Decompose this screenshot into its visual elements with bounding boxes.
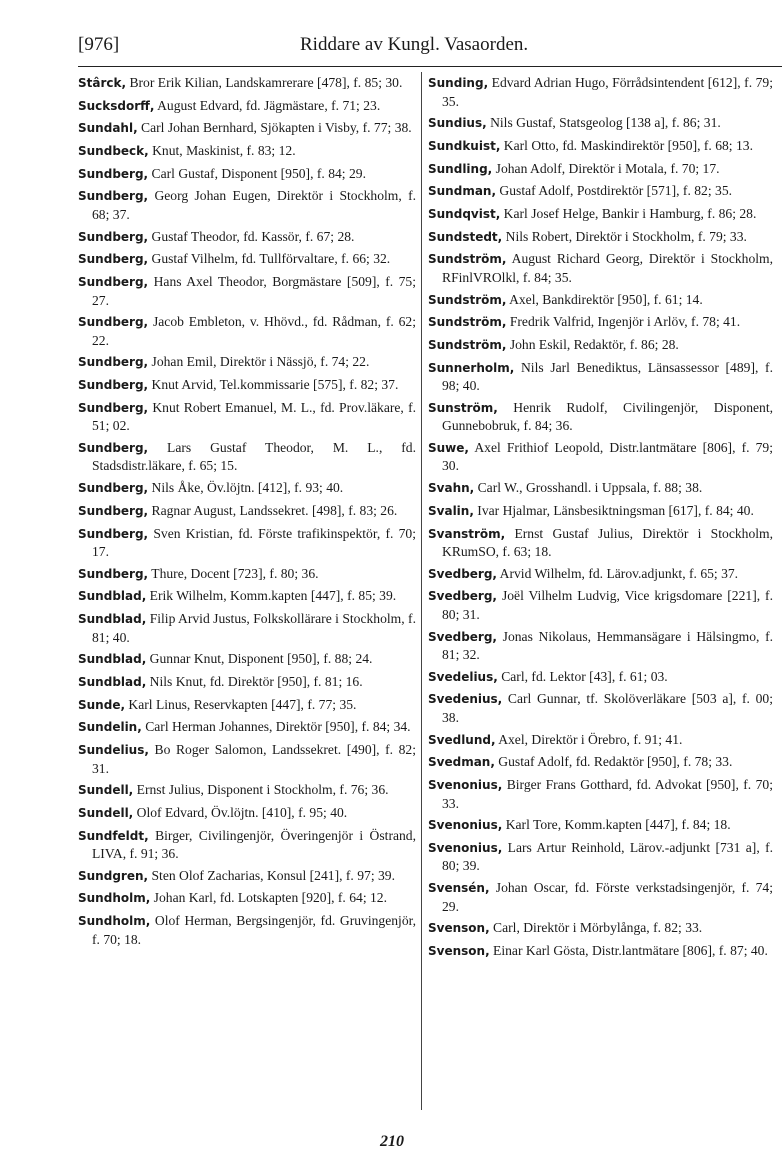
entry-details: Karl Linus, Reservkapten [447], f. 77; 35. <box>125 696 357 712</box>
entry-surname: Svanström, <box>428 526 506 541</box>
entry-details: August Richard Georg, Direktör i Stockholm, RFinlVROlkl, f. 84; 35. <box>442 251 773 285</box>
column-divider <box>421 72 422 1110</box>
register-entry <box>78 741 416 777</box>
entry-details: Ernst Julius, Disponent i Stockholm, f. 76; 36. <box>133 782 389 798</box>
entry-surname: Svalin, <box>428 503 474 518</box>
entry-surname: Sundstedt, <box>428 229 503 244</box>
entry-surname: Sundell, <box>78 783 134 798</box>
register-entry <box>428 668 773 687</box>
entry-surname: Sunding, <box>428 76 489 90</box>
entry-details: Erik Wilhelm, Komm.kapten [447], f. 85; 39. <box>146 588 397 604</box>
entry-details: Johan Adolf, Direktör i Motala, f. 70; 17. <box>492 160 720 176</box>
entry-details: Knut Arvid, Tel.kommissarie [575], f. 82; 37. <box>148 377 399 393</box>
register-entry <box>428 731 773 750</box>
entry-details: Knut Robert Emanuel, M. L., fd. Prov.läkare, f. 51; 02. <box>92 399 416 434</box>
register-entry <box>428 525 773 561</box>
entry-surname: Sundberg, <box>78 355 149 370</box>
entry-details: Lars Gustaf Theodor, M. L., fd. Stadsdistr.läkare, f. 65; 15. <box>92 439 416 474</box>
register-entry <box>428 114 773 133</box>
entry-surname: Sundberg, <box>78 503 149 518</box>
entry-details: Ivar Hjalmar, Länsbesiktningsman [617], f. 84; 40. <box>473 502 754 518</box>
register-entry <box>428 816 773 835</box>
entry-surname: Sunnerholm, <box>428 360 515 375</box>
register-entry <box>428 502 773 521</box>
entry-surname: Sundberg, <box>78 315 149 330</box>
entry-details: Lars Artur Reinhold, Lärov.-adjunkt [731 a], f. 80; 39. <box>442 839 773 874</box>
register-entry <box>78 867 416 886</box>
entry-details: Birger Frans Gotthard, fd. Advokat [950], f. 70; 33. <box>442 777 773 811</box>
register-entry <box>428 690 773 726</box>
register-entry <box>78 696 416 715</box>
entry-surname: Svedberg, <box>428 566 497 581</box>
register-entry <box>78 353 416 372</box>
entry-details: Edvard Adrian Hugo, Förrådsintendent [612], f. 79; 35. <box>442 75 773 109</box>
register-entry <box>78 439 416 475</box>
entry-surname: Sundberg, <box>78 166 149 181</box>
entry-details: August Edvard, fd. Jägmästare, f. 71; 23. <box>154 97 381 113</box>
entry-details: Gunnar Knut, Disponent [950], f. 88; 24. <box>146 651 373 667</box>
entry-details: Filip Arvid Justus, Folkskollärare i Stockholm, f. 81; 40. <box>92 611 416 645</box>
entry-details: Karl Otto, fd. Maskindirektör [950], f. 68; 13. <box>500 137 753 153</box>
entry-details: Arvid Wilhelm, fd. Lärov.adjunkt, f. 65; 37. <box>497 565 739 581</box>
register-entry <box>428 776 773 812</box>
entry-surname: Sundkuist, <box>428 138 501 153</box>
register-entry <box>428 839 773 875</box>
entry-surname: Svedlund, <box>428 732 496 747</box>
entry-details: Joël Vilhelm Ludvig, Vice krigsdomare [221], f. 80; 31. <box>442 588 773 622</box>
entry-surname: Svahn, <box>428 481 475 496</box>
register-entry <box>428 336 773 355</box>
register-entry <box>428 182 773 201</box>
entry-surname: Sucksdorff, <box>78 98 155 113</box>
entry-details: Ragnar August, Landssekret. [498], f. 83; 26. <box>148 502 398 518</box>
entry-surname: Sundström, <box>428 252 507 267</box>
entry-surname: Sundqvist, <box>428 206 501 221</box>
entry-surname: Sundberg, <box>78 566 149 581</box>
entry-surname: Sundell, <box>78 805 134 820</box>
entry-details: Gustaf Theodor, fd. Kassör, f. 67; 28. <box>148 228 355 244</box>
register-entry <box>78 74 416 93</box>
register-entry <box>428 753 773 772</box>
running-title: Riddare av Kungl. Vasaorden. <box>300 34 529 55</box>
register-entry <box>78 142 416 161</box>
entry-surname: Sundblad, <box>78 674 147 689</box>
entry-details: Bo Roger Salomon, Landssekret. [490], f. 82; 31. <box>92 742 416 776</box>
entry-details: Hans Axel Theodor, Borgmästare [509], f. 75; 27. <box>92 274 416 308</box>
entry-details: Nils Åke, Öv.löjtn. [412], f. 93; 40. <box>148 480 344 496</box>
register-entry <box>78 313 416 349</box>
register-entry <box>428 628 773 664</box>
entry-surname: Sundberg, <box>78 275 149 289</box>
entry-surname: Svedman, <box>428 755 495 770</box>
entry-surname: Sundström, <box>428 315 507 330</box>
register-entry <box>78 650 416 669</box>
entry-details: Carl W., Grosshandl. i Uppsala, f. 88; 38. <box>474 480 703 496</box>
entry-surname: Sundholm, <box>78 914 151 929</box>
entry-details: Gustaf Vilhelm, fd. Tullförvaltare, f. 66; 32. <box>148 251 391 267</box>
register-entry <box>78 565 416 584</box>
entry-surname: Svensén, <box>428 881 490 896</box>
register-entry <box>428 228 773 247</box>
entry-surname: Svedelius, <box>428 669 498 684</box>
entry-surname: Sundberg, <box>78 526 149 541</box>
entry-details: Karl Tore, Komm.kapten [447], f. 84; 18. <box>502 817 731 833</box>
entry-details: Georg Johan Eugen, Direktör i Stockholm, f. 68; 37. <box>92 188 416 222</box>
entry-surname: Sundberg, <box>78 400 149 415</box>
register-entry <box>78 804 416 823</box>
entry-surname: Sundelius, <box>78 743 149 757</box>
entry-details: Johan Oscar, fd. Förste verkstadsingenjör, f. 74; 29. <box>442 880 773 914</box>
register-entry <box>78 525 416 561</box>
register-entry <box>78 273 416 309</box>
entry-details: Jacob Embleton, v. Hhövd., fd. Rådman, f. 62; 22. <box>92 314 416 348</box>
register-entry <box>428 313 773 332</box>
entry-surname: Sundberg, <box>78 189 149 204</box>
register-entry <box>428 399 773 435</box>
register-entry <box>428 565 773 584</box>
entry-details: Sten Olof Zacharias, Konsul [241], f. 97; 39. <box>148 867 395 883</box>
entry-details: Carl Herman Johannes, Direktör [950], f. 84; 34. <box>141 719 411 735</box>
register-entry <box>428 291 773 310</box>
register-entry <box>428 587 773 623</box>
header-rule <box>78 66 782 67</box>
entry-details: Jonas Nikolaus, Hemmansägare i Hälsingmo, f. 81; 32. <box>442 628 773 663</box>
entry-details: Johan Karl, fd. Lotskapten [920], f. 64; 12. <box>150 890 387 906</box>
register-entry <box>78 119 416 138</box>
register-entry <box>78 399 416 435</box>
register-entry <box>78 610 416 646</box>
entry-surname: Sundblad, <box>78 612 147 627</box>
entry-surname: Svenson, <box>428 943 490 958</box>
entry-surname: Svedberg, <box>428 629 497 644</box>
register-entry <box>78 250 416 269</box>
entry-details: Carl Johan Bernhard, Sjökapten i Visby, f. 77; 38. <box>137 120 412 136</box>
entry-surname: Sundström, <box>428 292 507 307</box>
register-entry <box>78 187 416 223</box>
entry-surname: Sundblad, <box>78 589 147 604</box>
entry-details: Olof Herman, Bergsingenjör, fd. Gruvingenjör, f. 70; 18. <box>92 913 416 947</box>
page-header <box>78 34 782 62</box>
entry-details: Axel, Direktör i Örebro, f. 91; 41. <box>495 731 683 747</box>
entry-details: Gustaf Adolf, Postdirektör [571], f. 82; 35. <box>496 183 733 199</box>
entry-surname: Sundelin, <box>78 720 142 735</box>
entry-surname: Sundfeldt, <box>78 828 149 843</box>
entry-details: Nils Jarl Benediktus, Länsassessor [489], f. 98; 40. <box>442 359 773 394</box>
entry-surname: Sunström, <box>428 400 498 415</box>
entry-surname: Sunde, <box>78 697 126 712</box>
left-column <box>78 74 416 952</box>
entry-surname: Svenonius, <box>428 778 503 792</box>
entry-surname: Sundberg, <box>78 229 149 244</box>
entry-surname: Svenson, <box>428 921 490 936</box>
entry-details: Einar Karl Gösta, Distr.lantmätare [806], f. 87; 40. <box>489 942 768 958</box>
entry-details: Sven Kristian, fd. Förste trafikinspektör, f. 70; 17. <box>92 525 416 559</box>
entry-surname: Sundling, <box>428 161 493 176</box>
entry-details: Knut, Maskinist, f. 83; 12. <box>148 143 296 159</box>
register-entry <box>428 439 773 475</box>
entry-details: Carl, fd. Lektor [43], f. 61; 03. <box>497 668 668 684</box>
page-number: 210 <box>380 1133 404 1150</box>
entry-surname: Sundius, <box>428 116 487 131</box>
register-entry <box>78 228 416 247</box>
register-entry <box>78 781 416 800</box>
entry-surname: Sundahl, <box>78 121 138 136</box>
entry-surname: Sundbeck, <box>78 144 149 159</box>
entry-details: John Eskil, Redaktör, f. 86; 28. <box>506 336 679 352</box>
entry-details: Fredrik Valfrid, Ingenjör i Arlöv, f. 78; 41. <box>506 314 741 330</box>
register-entry <box>428 74 773 110</box>
entry-surname: Sundberg, <box>78 378 149 393</box>
register-entry <box>78 718 416 737</box>
entry-details: Nils Knut, fd. Direktör [950], f. 81; 16. <box>146 673 363 689</box>
entry-surname: Sundman, <box>428 184 497 199</box>
entry-surname: Sundholm, <box>78 891 151 906</box>
entry-surname: Sundström, <box>428 337 507 352</box>
entry-details: Olof Edvard, Öv.löjtn. [410], f. 95; 40. <box>133 804 348 820</box>
register-entry <box>78 165 416 184</box>
entry-surname: Svenonius, <box>428 840 503 855</box>
register-entry <box>428 250 773 286</box>
entry-details: Carl Gunnar, tf. Skolöverläkare [503 a], f. 00; 38. <box>442 691 773 725</box>
entry-details: Axel, Bankdirektör [950], f. 61; 14. <box>506 291 703 307</box>
entry-details: Thure, Docent [723], f. 80; 36. <box>148 565 319 581</box>
register-entry <box>78 827 416 863</box>
register-entry <box>78 912 416 948</box>
entry-details: Gustaf Adolf, fd. Redaktör [950], f. 78; 33. <box>494 754 733 770</box>
register-entry <box>428 942 773 961</box>
register-entry <box>428 359 773 395</box>
register-entry <box>428 919 773 938</box>
register-entry <box>78 889 416 908</box>
entry-surname: Suwe, <box>428 440 469 455</box>
register-entry <box>428 205 773 224</box>
register-entry <box>428 479 773 498</box>
entry-details: Nils Robert, Direktör i Stockholm, f. 79; 33. <box>502 228 747 244</box>
entry-details: Bror Erik Kilian, Landskamrerare [478], f. 85; 30. <box>126 75 403 90</box>
entry-details: Carl Gustaf, Disponent [950], f. 84; 29. <box>148 165 366 181</box>
register-entry <box>78 502 416 521</box>
register-entry <box>78 673 416 692</box>
register-entry <box>78 97 416 116</box>
entry-surname: Stârck, <box>78 76 127 90</box>
register-entry <box>78 479 416 498</box>
entry-surname: Sundblad, <box>78 652 147 667</box>
register-entry <box>78 376 416 395</box>
entry-details: Birger, Civilingenjör, Överingenjör i Östrand, LIVA, f. 91; 36. <box>92 827 416 862</box>
entry-details: Johan Emil, Direktör i Nässjö, f. 74; 22. <box>148 354 370 370</box>
entry-details: Axel Frithiof Leopold, Distr.lantmätare [806], f. 79; 30. <box>442 439 773 474</box>
entry-surname: Sundberg, <box>78 252 149 267</box>
register-entry <box>428 879 773 915</box>
entry-surname: Svedberg, <box>428 589 497 604</box>
register-entry <box>78 587 416 606</box>
entry-details: Ernst Gustaf Julius, Direktör i Stockholm, KRumSO, f. 63; 18. <box>442 525 773 559</box>
register-entry <box>428 137 773 156</box>
entry-surname: Svenonius, <box>428 818 503 833</box>
entry-surname: Sundberg, <box>78 481 149 496</box>
entry-surname: Sundberg, <box>78 440 149 455</box>
page-bracket-number: [976] <box>78 34 120 55</box>
entry-details: Karl Josef Helge, Bankir i Hamburg, f. 86; 28. <box>500 205 757 221</box>
entry-details: Nils Gustaf, Statsgeolog [138 a], f. 86; 31. <box>486 115 721 131</box>
entry-details: Henrik Rudolf, Civilingenjör, Disponent, Gunnebobruk, f. 84; 36. <box>442 399 773 434</box>
entry-surname: Svedenius, <box>428 692 503 707</box>
entry-surname: Sundgren, <box>78 868 149 883</box>
register-entry <box>428 160 773 179</box>
entry-details: Carl, Direktör i Mörbylånga, f. 82; 33. <box>489 920 703 936</box>
right-column <box>428 74 773 965</box>
